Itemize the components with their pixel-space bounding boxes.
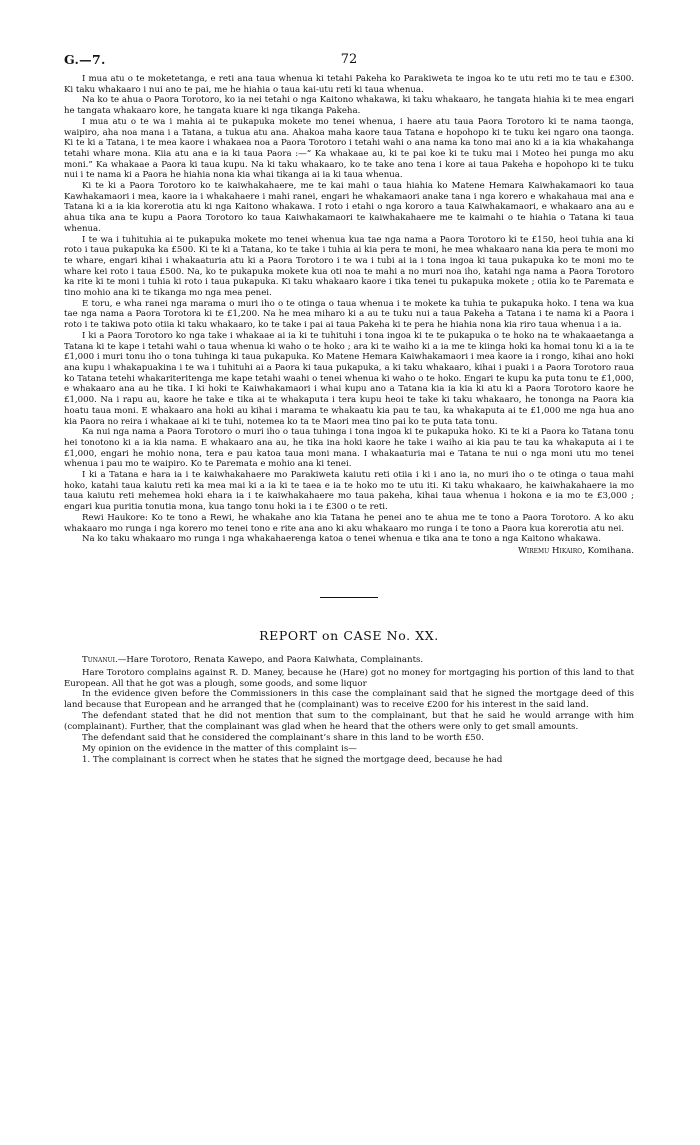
page-header xyxy=(64,52,634,74)
report-paragraph: The defendant said that he considered the complainant’s share in this land to be worth £50. xyxy=(82,733,484,744)
report-paragraph: My opinion on the evidence in the matter of this complaint is— xyxy=(82,743,357,754)
report-paragraph: 1. The complainant is correct when he states that he signed the mortgage deed, because he had xyxy=(82,754,503,765)
maori-paragraph: I te wa i tuhituhia ai te pukapuka mokete mo tenei whenua kua tae nga nama a Paora Torotoro ki te £150, heoi tuhia ana ki roto i taua pukapuka ka £500. Ki te ki a Tatana, ko te take i tuhia ai kia pera te moni, he mea whakaaro nana kia pera te moni mo te whare, engari kihai i whakaaturia atu ki a Paora Torotoro i te wa i tubi ai ia i tona ingoa ki taua pukapuka ko te moni mo te whare kei roto i taua £500. Na, ko te pukapuka mokete kua oti noa te mahi a no muri noa iho, katahi nga nama a Paora Torotoro ka rite ki te moni i tuhia ki roto i taua pukapuka. Ki taku whakaaro kaore i tika tenei tu pukapuka mokete ; otiia ko te Paremata e tino mohio ana ki te tikanga mo nga mea penei. xyxy=(64,234,634,299)
section-divider xyxy=(320,597,378,598)
report-place: Tunanui. xyxy=(82,654,118,665)
maori-paragraph: Na ko taku whakaaro mo runga i nga whakahaerenga katoa o tenei whenua e tika ana te tono a nga Kaitono whakawa. xyxy=(82,534,602,545)
maori-paragraph: I ki a Paora Torotoro ko nga take i whakaae ai ia ki te tuhituhi i tona ingoa ki te te pukapuka o te hoko na te whakaaetanga a Tatana ki te kape i tetahi wahi o taua whenua ki waho o te hoko ; ara ki te waiho ki a ia me te kiinga hoki ka homai tonu ki a ia te £1,000 i muri tonu iho o tona tuhinga ki taua pukapuka. Ko Matene Hemara Kaiwhakamaori i mea kaore ia i rongo, kihai ano hoki ana kupu i whakapuakina i te wa i tuhituhi ai a Paora ki taua pukapuka, a ki taku whakaaro, kihai i puaki i a Paora Torotoro raua ko Tatana tetehi whakariteritenga me kape tetahi waahi o tenei whenua ki waho o te hoko. Engari te kupu ka puta tonu te £1,000, e whakaaro ana au he tika. I ki hoki te Kaiwhakamaori i whai kupu ano a Tatana kia ia kia ki atu ki a Paora Torotoro kaore he £1,000. Na i rapu au, kaore he take e tika ai te whakaputa i tera kupu heoi te take ki taku whakaaro, he tononga na Paora kia hoatu taua moni. E whakaaro ana hoki au kihai i marama te whakaatu kia pau te tau, ka whakaputa ai te £1,000 me nga hua ano kia Paora no reira i whakaae ai ki te tuhi, notemea ko ta te Maori mea tino pai ko te puta tata tonu. xyxy=(64,330,634,427)
signature-place: , Komihana. xyxy=(582,545,634,556)
page-number: 72 xyxy=(340,52,358,67)
signature xyxy=(64,546,634,557)
maori-paragraph: I mua atu o te moketetanga, e reti ana taua whenua ki tetahi Pakeha ko Parakiweta te ingoa ko te utu reti mo te tau e £300. Ki taku whakaaro i nui ano te pai, me he hiahia o taua kai-utu reti ki taua whenua. xyxy=(64,74,634,95)
report-paragraph: In the evidence given before the Commissioners in this case the complainant said that he signed the mortgage deed of this land because that European and he arranged that he (complainant) was to receive £200 for his interest in the said land. xyxy=(64,689,634,711)
maori-paragraph: E toru, e wha ranei nga marama o muri iho o te otinga o taua whenua i te mokete ka tuhia te pukapuka hoko. I tena wa kua tae nga nama a Paora Torotora ki te £1,200. Na he mea miharo ki a au te tuku nui a taua Pakeha a Tatana i te nama ki a Paora i roto i te takiwa poto otiia ki taku whakaaro, ko te take i pai ai taua Pakeha ki te pera he hiahia nona kia riro taua whenua i a ia. xyxy=(64,298,634,331)
maori-paragraph: Ki te ki a Paora Torotoro ko te kaiwhakahaere, me te kai mahi o taua hiahia ko Matene Hemara Kaiwhakamaori ko taua Kawhakamaori i mea, kaore ia i whakahaere i mahi ranei, engari he whakamaori anake tana i nga korero e whakahaua mai ana e Tatana ki a ia kia korerotia atu ki nga Kaitono whakawa. I roto i etahi o nga kororo a taua Kaiwhakamaori, e whakaaro ana au e ahua tika ana te kupu a Paora Torotoro ko taua Kaiwhakamaori te kaiwhakahaere me te kaimahi o te hiahia o Tatana ki taua whenua. xyxy=(64,181,634,234)
complainants-names: —Hare Torotoro, Renata Kawepo, and Paora Kaiwhata, Complainants. xyxy=(117,654,424,665)
maori-paragraph: Rewi Haukore: Ko te tono a Rewi, he whakahe ano kia Tatana he penei ano te ahua me te tono a Paora Torotoro. A ko aku whakaaro mo runga i nga korero mo tenei tono e rite ana ano ki aku whakaaro mo runga i te tono a Paora kua korerotia atu nei. xyxy=(64,512,634,534)
report-title: REPORT on CASE No. XX. xyxy=(259,627,439,643)
document-code: G.—7. xyxy=(64,52,106,67)
maori-paragraph: I ki a Tatana e hara ia i te kaiwhakahaere mo Parakiweta kaiutu reti otiia i ki i ano ia, no muri iho o te otinga o taua mahi hoko, katahi taua kaiutu reti ka mea mai ki a ia ki te taea e ia te hoko mo te utu iti. Ki taku whakaaro, he kaiwhakahaere ia mo taua kaiutu reti mehemea hoki ehara ia i te kaiwhakahaere mo taua pakeha, kihai taua whenua i hokona e ia mo te £3,000 ; engari kua puritia tonutia mona, kua tango tonu hoki ia i te £300 o te reti. xyxy=(64,470,634,513)
maori-paragraph: Ka nui nga nama a Paora Torotoro o muri iho o taua tuhinga i tona ingoa ki te pukapuka hoko. Ki te ki a Paora ko Tatana tonu hei tonotono ki a ia kia nama. E whakaaro ana au, he tika ina hoki kaore he take i waiho ai kia pau te tau ka whakaputa ai i te £1,000, engari he mohio nona, tera e pau katoa taua moni mana. I whakaaturia mai e Tatana te nui o nga moni utu mo tenei whenua i pau mo te waipiro. Ko te Paremata e mohio ana ki tenei. xyxy=(64,427,634,470)
report-paragraph: Hare Torotoro complains against R. D. Maney, because he (Hare) got no money for mortgaging his portion of this land to that European. All that he got was a plough, some goods, and some liquor xyxy=(64,667,634,689)
signature-name: Wiremu Hikairo xyxy=(517,545,583,556)
report-paragraph: The defendant stated that he did not mention that sum to the complainant, but that he said he would arrange with him (complainant). Further, that the complainant was glad when he heard that the others were only to get small amounts. xyxy=(64,711,634,733)
maori-paragraph: Na ko te ahua o Paora Torotoro, ko ia nei tetahi o nga Kaitono whakawa, ki taku whakaaro, he tangata hiahia ki te mea engari he tangata whakaaro kore, he tangata kuare ki nga tikanga Pakeha. xyxy=(64,95,634,117)
report-text-section xyxy=(64,668,634,766)
complainants-line xyxy=(64,655,634,666)
maori-paragraph: I mua atu o te wa i mahia ai te pukapuka mokete mo tenei whenua, i haere atu taua Paora Torotoro ki te nama taonga, waipiro, aha noa mana i a Tatana, a tukua atu ana. Ahakoa maha kaore taua Tatana e hopohopo ki te tuku kei ngaro ona taonga. Ki te ki a Tatana, i te mea kaore i whakaea noa a Paora Torotoro i tetahi wahi o ana nama ka tono mai ano ki a ia kia whakahanga tetahi whare mona. Kiia atu ana e ia ki taua Paora :—“ Ka whakaae au, ki te pai koe ki te tuku mai i Moteo hei punga mo aku moni.” Ka whakaae a Paora ki taua kupu. Na ki taku whakaaro, ko te take ano tena i kore ai taua Pakeha e hopohopo ki te tuku nui i te nama ki a Paora he hiahia nona kia whai tikanga ai ia ki taua whenua. xyxy=(64,116,634,181)
maori-text-section xyxy=(64,74,634,545)
